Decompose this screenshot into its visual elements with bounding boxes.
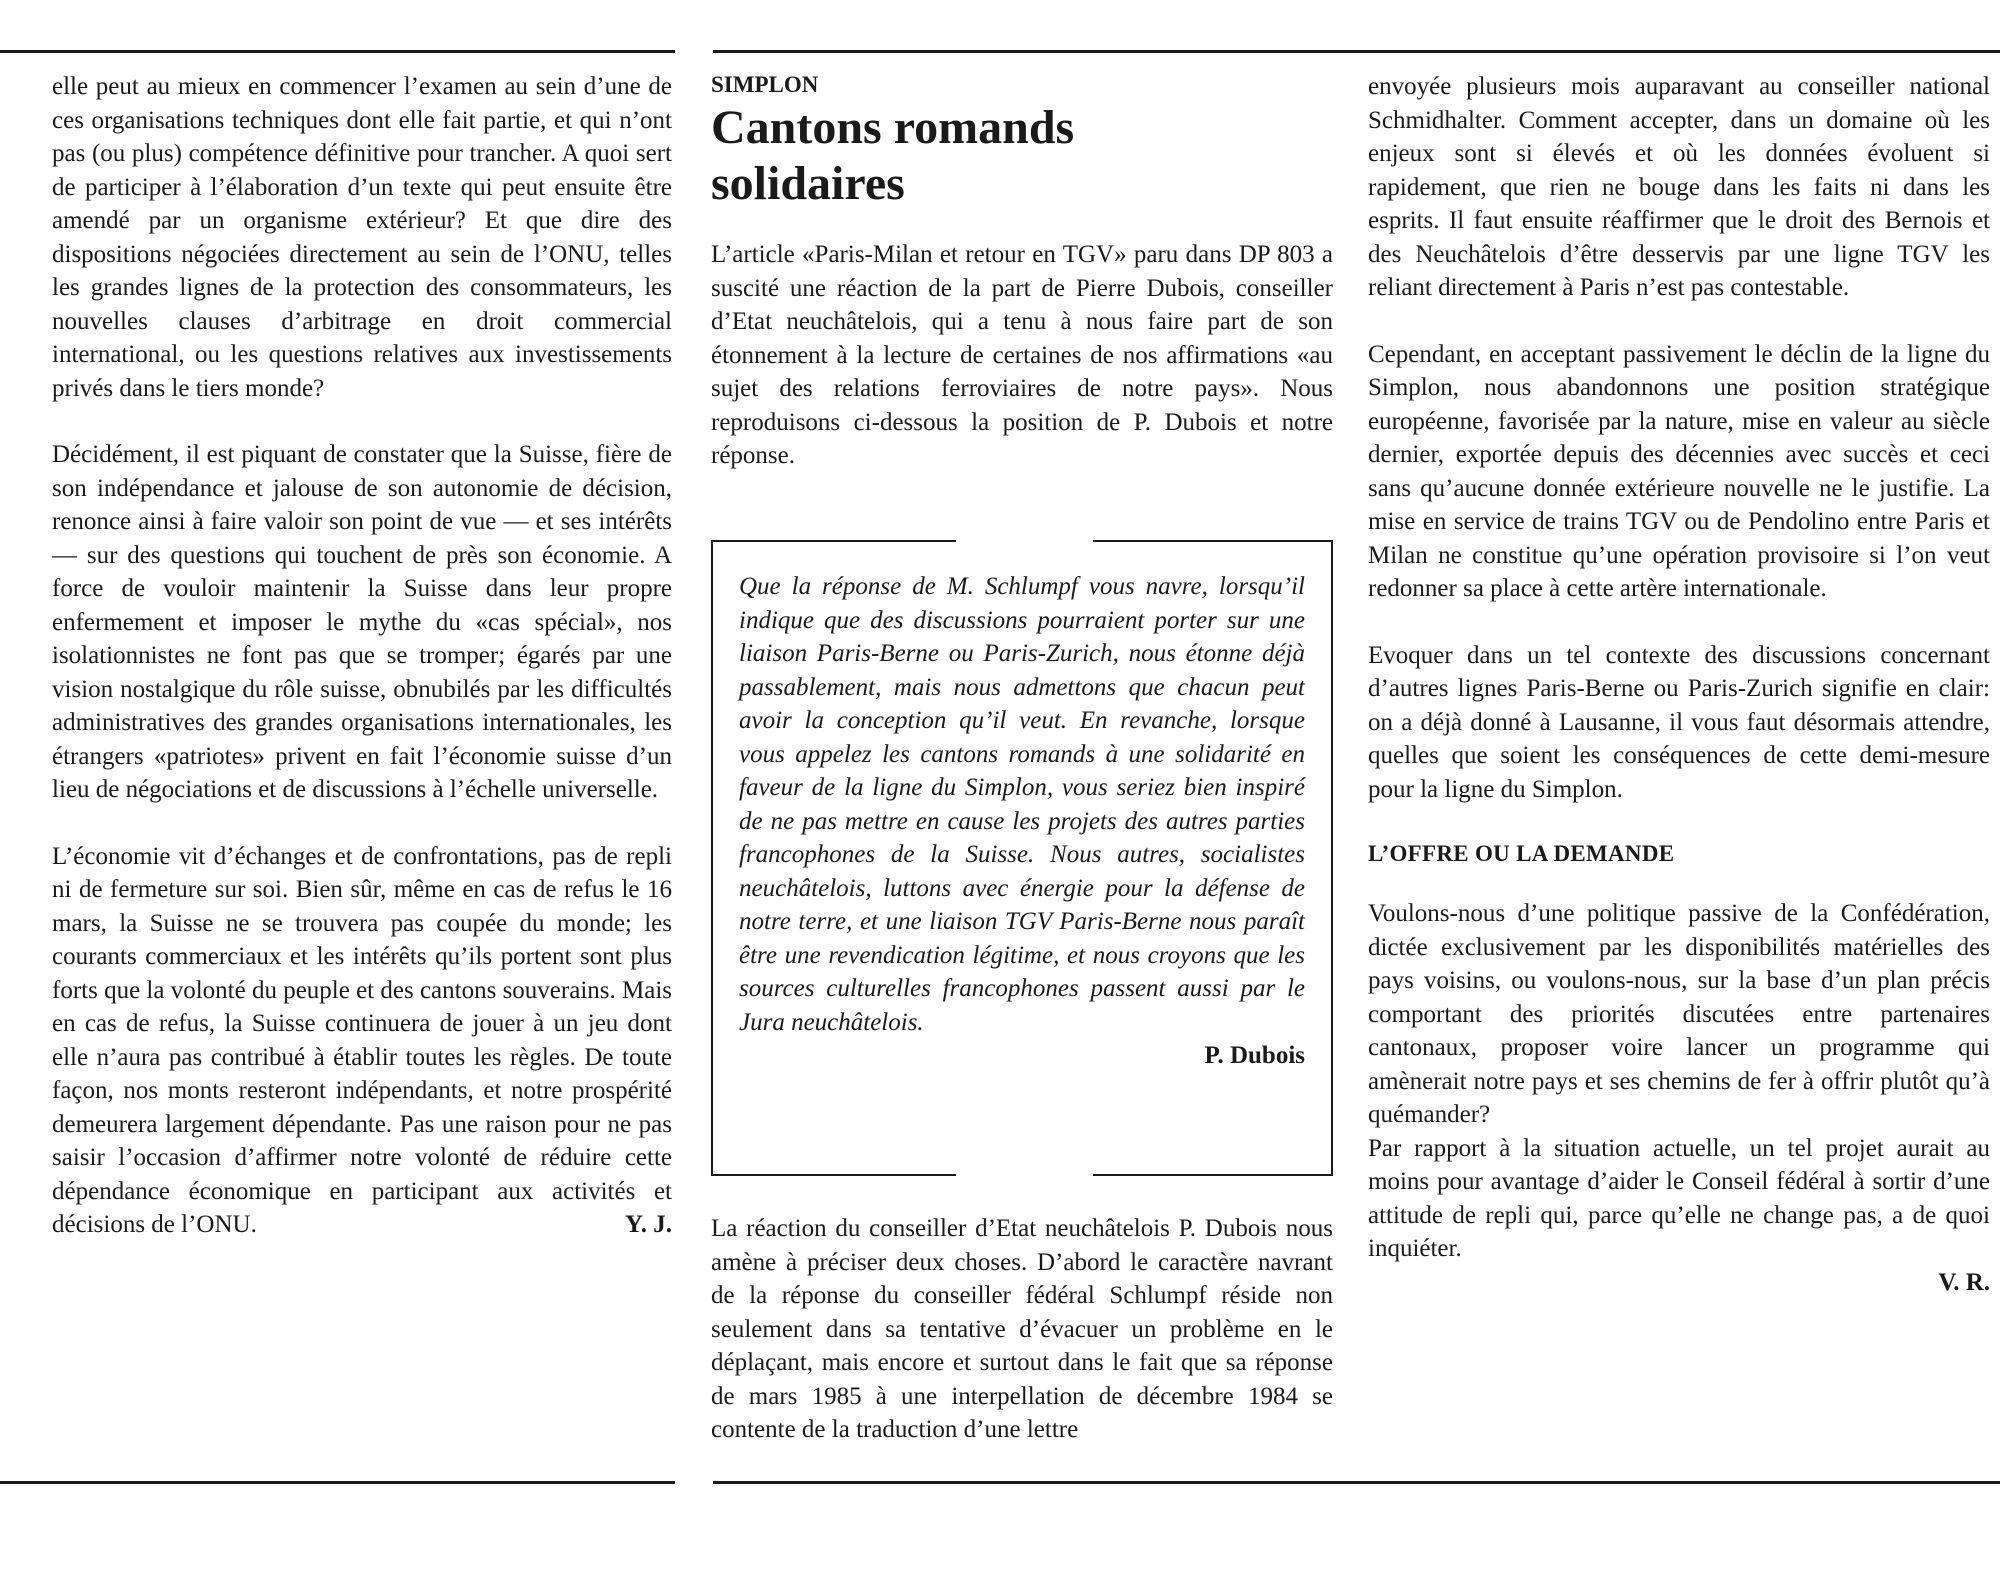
bottom-rule-right xyxy=(713,1481,2000,1484)
top-rule-right xyxy=(713,50,2000,53)
bottom-rule-left xyxy=(0,1481,675,1484)
paragraph: Par rapport à la situation actuelle, un tel projet aurait au moins pour avantage d’aider le Conseil fédéral à sortir d’une attitude de repli qui, parce qu’elle ne change pas, a de quoi inquiéter. xyxy=(1368,1134,1990,1262)
author-signature: V. R. xyxy=(1938,1268,1990,1296)
column-right xyxy=(1368,70,1990,1299)
intro-paragraph: L’article «Paris-Milan et retour en TGV» paru dans DP 803 a suscité une réaction de la part de Pierre Dubois, conseiller d’Etat neuchâtelois, qui a tenu à nous faire part de son étonnement à la lecture de certaines de nos affirmations «au sujet des relations ferroviaires de notre pays». Nous reproduisons ci-dessous la position de P. Dubois et notre réponse. xyxy=(711,241,1333,469)
quote-signature: P. Dubois xyxy=(1204,1042,1305,1069)
quote-border-bottom-left xyxy=(711,1174,956,1176)
quote-box xyxy=(711,540,1333,1176)
paragraph: Evoquer dans un tel contexte des discussions concernant d’autres lignes Paris-Berne ou Paris-Zurich signifie en clair: on a déjà donné à Lausanne, il vous faut désormais attendre, quelles que soient les conséquences de cette demi-mesure pour la ligne du Simplon. xyxy=(1368,641,1990,803)
paragraph: L’économie vit d’échanges et de confrontations, pas de repli ni de fermeture sur soi. Bien sûr, même en cas de refus le 16 mars, la Suisse ne se trouvera pas coupée du monde; les courants commerciaux et les intérêts qu’ils portent sont plus forts que la volonté du peuple et des cantons souverains. Mais en cas de refus, la Suisse continuera de jouer à un jeu dont elle n’aura pas contribué à établir toutes les règles. De toute façon, nos monts resteront indépendants, et notre prospérité demeurera largement dépendante. Pas une raison pour ne pas saisir l’occasion d’affirmer notre volonté de réduire cette dépendance économique en participant aux activités et décisions de l’ONU. xyxy=(52,842,672,1238)
paragraph: Cependant, en acceptant passivement le déclin de la ligne du Simplon, nous abandonnons une position stratégique européenne, favorisée par la nature, mise en valeur au siècle dernier, exportée depuis des décennies avec succès et ceci sans qu’aucune donnée extérieure nouvelle ne le justifie. La mise en service de trains TGV ou de Pendolino entre Paris et Milan ne constitue qu’une opération provisoire si l’on veut redonner sa place à cette artère internationale. xyxy=(1368,340,1990,602)
quote-text-block xyxy=(739,570,1305,1073)
section-subheading: L’OFFRE OU LA DEMANDE xyxy=(1368,841,1675,866)
author-signature: Y. J. xyxy=(624,1211,672,1238)
quote-border-left xyxy=(711,540,713,1176)
paragraph: Voulons-nous d’une politique passive de la Confédération, dictée exclusivement par les disponibilités matérielles des pays voisins, ou voulons-nous, sur la base d’un plan précis comportant des priorités discutées entre partenaires cantonaux, proposer voire lancer un programme qui amènerait notre pays et ses chemins de fer à offrir plutôt qu’à quémander? xyxy=(1368,900,1990,1128)
paragraph: La réaction du conseiller d’Etat neuchâtelois P. Dubois nous amène à préciser deux choses. D’abord le caractère navrant de la réponse du conseiller fédéral Schlumpf réside non seulement dans sa tentative d’évacuer un problème en le déplaçant, mais encore et surtout dans le fait que sa réponse de mars 1985 à une interpellation de décembre 1984 se contente de la traduction d’une lettre xyxy=(711,1215,1333,1443)
quote-border-top-left xyxy=(711,540,956,542)
top-rule-left xyxy=(0,50,675,53)
quote-border-right xyxy=(1331,540,1333,1176)
paragraph: elle peut au mieux en commencer l’examen au sein d’une de ces organisations techniques dont elle fait partie, et qui n’ont pas (ou plus) compétence définitive pour trancher. A quoi sert de participer à l’élaboration d’un texte qui peut ensuite être amendé par un organisme extérieur? Et que dire des dispositions négociées directement au sein de l’ONU, telles les grandes lignes de la protection des consommateurs, les nouvelles clauses d’arbitrage en droit commercial international, ou les questions relatives aux investissements privés dans le tiers monde? xyxy=(52,73,672,402)
article-headline: Cantons romands solidaires xyxy=(711,101,1075,210)
column-middle-continued xyxy=(711,1212,1333,1447)
quote-border-bottom-right xyxy=(1093,1174,1333,1176)
quote-text: Que la réponse de M. Schlumpf vous navre, lorsqu’il indique que des discussions pourraient porter sur une liaison Paris-Berne ou Paris-Zurich, nous étonne déjà passablement, mais nous admettons que chacun peut avoir la conception qu’il veut. En revanche, lorsque vous appelez les cantons romands à une solidarité en faveur de la ligne du Simplon, vous seriez bien inspiré de ne pas mettre en cause les projets des autres parties francophones de la Suisse. Nous autres, socialistes neuchâtelois, luttons avec énergie pour la défense de notre terre, et une liaison TGV Paris-Berne nous paraît être une revendication légitime, et nous croyons que les sources culturelles francophones passent aussi par le Jura neuchâtelois. xyxy=(739,573,1305,1036)
paragraph: Décidément, il est piquant de constater que la Suisse, fière de son indépendance et jalouse de son autonomie de décision, renonce ainsi à faire valoir son point de vue — et ses intérêts — sur des questions qui touchent de près son économie. A force de vouloir maintenir la Suisse dans leur propre enfermement et imposer le mythe du «cas spécial», nos isolationnistes ne font pas que se tromper; égarés par une vision nostalgique du rôle suisse, obnubilés par les difficultés administratives des grandes organisations internationales, les étrangers «patriotes» privent en fait l’économie suisse d’un lieu de négociations et de discussions à l’échelle universelle. xyxy=(52,441,672,803)
column-left xyxy=(52,70,672,1242)
column-middle xyxy=(711,70,1333,506)
quote-border-top-right xyxy=(1093,540,1333,542)
section-kicker: SIMPLON xyxy=(711,72,819,97)
paragraph: envoyée plusieurs mois auparavant au conseiller national Schmidhalter. Comment accepter, dans un domaine où les enjeux sont si élevés et où les données évoluent si rapidement, que rien ne bouge dans les faits ni dans les esprits. Il faut ensuite réaffirmer que le droit des Bernois et des Neuchâtelois d’être desservis par une ligne TGV les reliant directement à Paris n’est pas contestable. xyxy=(1368,73,1990,301)
